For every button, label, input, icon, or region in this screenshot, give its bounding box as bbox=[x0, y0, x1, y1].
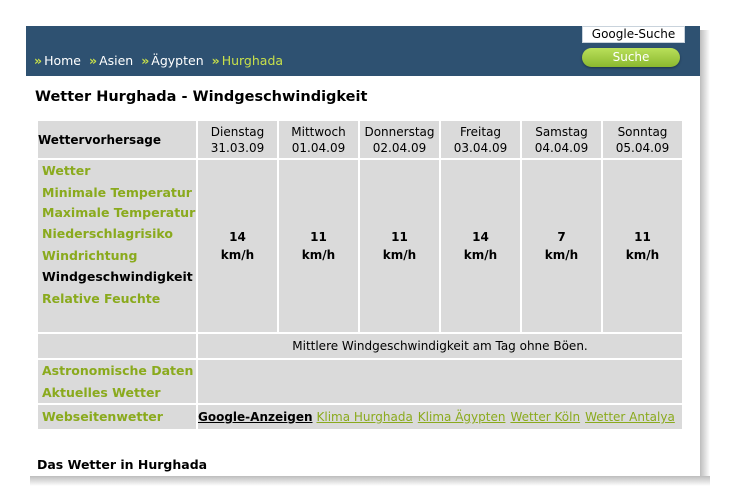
ads-title[interactable]: Google-Anzeigen bbox=[198, 410, 313, 424]
webwetter-cell bbox=[38, 405, 196, 429]
day-date: 03.04.09 bbox=[453, 140, 508, 155]
chevron-right-icon: » bbox=[88, 53, 98, 68]
chevron-right-icon: » bbox=[141, 53, 150, 68]
wind-speed-unit: km/h bbox=[625, 248, 660, 262]
wind-speed-unit: km/h bbox=[544, 248, 579, 262]
wind-speed-unit: km/h bbox=[301, 248, 336, 262]
wind-speed-cell bbox=[198, 160, 277, 332]
day-name: Samstag bbox=[535, 124, 588, 139]
day-date: 01.04.09 bbox=[291, 140, 346, 155]
menu-link-webseitenwetter[interactable]: Webseitenwetter bbox=[42, 409, 163, 425]
menu-link-niederschlagrisiko[interactable]: Niederschlagrisiko bbox=[42, 226, 173, 241]
wind-note: Mittlere Windgeschwindigkeit am Tag ohne Böen. bbox=[198, 334, 682, 358]
page-frame bbox=[26, 26, 700, 476]
day-date: 05.04.09 bbox=[615, 140, 670, 155]
day-header bbox=[279, 121, 358, 158]
google-search-input[interactable]: Google-Suche bbox=[582, 26, 685, 43]
day-name: Mittwoch bbox=[291, 124, 346, 139]
ad-link-klima-hurghada[interactable]: Klima Hurghada bbox=[316, 410, 413, 424]
wind-speed-unit: km/h bbox=[463, 248, 498, 262]
wind-speed-value: 7 bbox=[557, 230, 566, 244]
chevron-right-icon: » bbox=[211, 53, 220, 68]
window-shadow-bottom bbox=[30, 476, 710, 486]
table-header-row bbox=[38, 121, 682, 158]
table-corner-label: Wettervorhersage bbox=[38, 121, 196, 158]
wind-speed-cell bbox=[522, 160, 601, 332]
wind-speed-cell bbox=[441, 160, 520, 332]
menu-link-min-temperatur[interactable]: Minimale Temperatur bbox=[42, 184, 192, 200]
search-button[interactable]: Suche bbox=[582, 48, 680, 67]
section-heading: Das Wetter in Hurghada bbox=[37, 457, 208, 472]
forecast-table bbox=[36, 119, 684, 431]
wind-speed-unit: km/h bbox=[382, 248, 417, 262]
empty-cell bbox=[198, 360, 682, 403]
page-title: Wetter Hurghada - Windgeschwindigkeit bbox=[35, 89, 368, 105]
wind-speed-cell bbox=[279, 160, 358, 332]
forecast-menu bbox=[38, 160, 196, 332]
wind-speed-cell bbox=[360, 160, 439, 332]
day-date: 31.03.09 bbox=[210, 140, 265, 155]
menu-link-aktuelles-wetter[interactable]: Aktuelles Wetter bbox=[42, 384, 161, 400]
day-header bbox=[360, 121, 439, 158]
wind-speed-cell bbox=[603, 160, 682, 332]
breadcrumb-asien[interactable]: Asien bbox=[99, 53, 134, 68]
empty-cell bbox=[38, 334, 196, 358]
day-name: Dienstag bbox=[210, 124, 265, 139]
wind-speed-unit: km/h bbox=[220, 248, 255, 262]
day-date: 02.04.09 bbox=[372, 140, 427, 155]
menu-link-relative-feuchte[interactable]: Relative Feuchte bbox=[42, 290, 161, 306]
menu-link-astronomische-daten[interactable]: Astronomische Daten bbox=[42, 363, 194, 378]
day-header bbox=[198, 121, 277, 158]
table-row bbox=[38, 334, 682, 358]
day-header bbox=[522, 121, 601, 158]
breadcrumb-aegypten[interactable]: Ägypten bbox=[151, 53, 204, 68]
chevron-right-icon: » bbox=[34, 53, 43, 68]
day-date: 04.04.09 bbox=[534, 140, 589, 155]
wind-speed-value: 14 bbox=[229, 230, 246, 244]
day-name: Freitag bbox=[459, 124, 502, 139]
ad-link-wetter-antalya[interactable]: Wetter Antalya bbox=[585, 410, 675, 424]
wind-speed-value: 11 bbox=[391, 230, 408, 244]
ad-link-klima-aegypten[interactable]: Klima Ägypten bbox=[417, 410, 506, 424]
day-header bbox=[441, 121, 520, 158]
table-row bbox=[38, 160, 682, 332]
breadcrumb-home[interactable]: Home bbox=[44, 53, 81, 68]
wind-speed-value: 14 bbox=[472, 230, 489, 244]
window-shadow-right bbox=[700, 30, 710, 482]
extra-links-cell bbox=[38, 360, 196, 403]
menu-item-windgeschwindigkeit: Windgeschwindigkeit bbox=[42, 269, 193, 284]
day-header bbox=[603, 121, 682, 158]
day-name: Donnerstag bbox=[364, 124, 435, 139]
ad-link-wetter-koeln[interactable]: Wetter Köln bbox=[510, 410, 581, 424]
table-row bbox=[38, 405, 682, 429]
table-row bbox=[38, 360, 682, 403]
menu-link-wetter[interactable]: Wetter bbox=[42, 163, 91, 178]
day-name: Sonntag bbox=[617, 124, 668, 139]
ads-cell bbox=[198, 405, 682, 429]
menu-link-max-temperatur[interactable]: Maximale Temperatur bbox=[42, 205, 196, 220]
breadcrumb-hurghada[interactable]: Hurghada bbox=[221, 53, 284, 68]
top-navigation-bar bbox=[26, 26, 700, 76]
wind-speed-value: 11 bbox=[310, 230, 327, 244]
breadcrumb bbox=[34, 53, 287, 68]
menu-link-windrichtung[interactable]: Windrichtung bbox=[42, 247, 138, 263]
wind-speed-value: 11 bbox=[634, 230, 651, 244]
